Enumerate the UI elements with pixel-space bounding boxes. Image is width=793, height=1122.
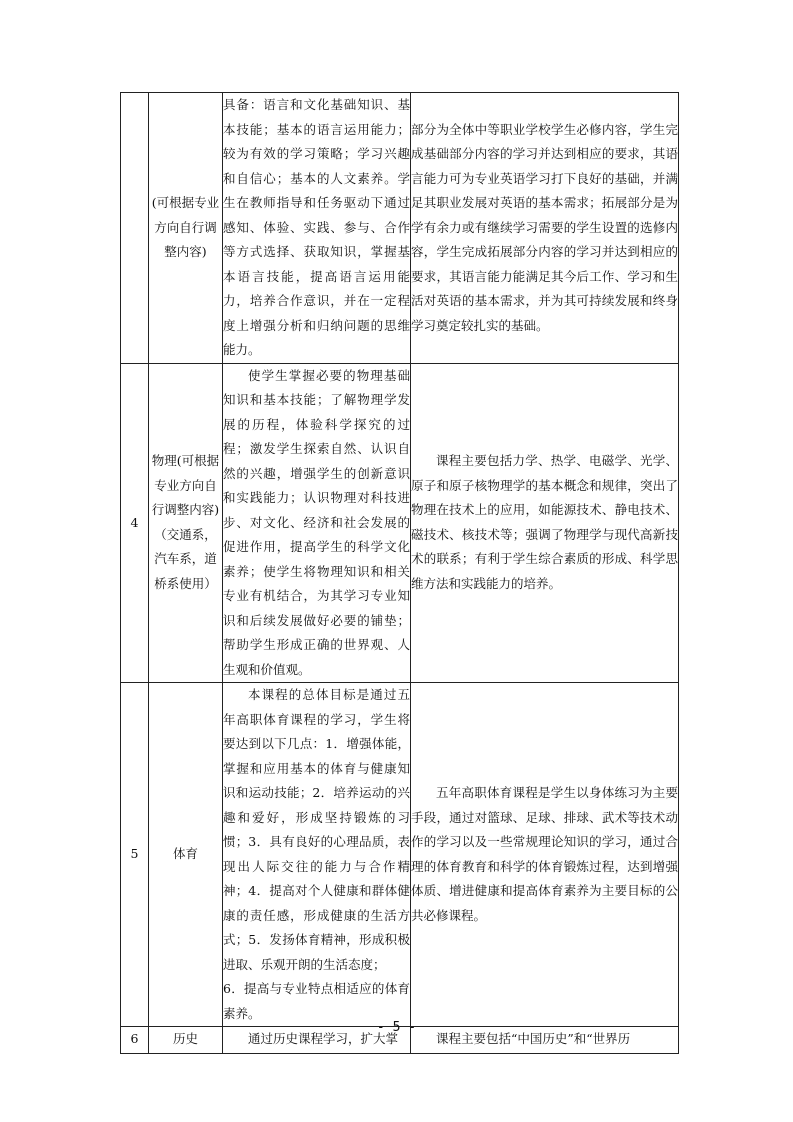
course-content-cell [411, 93, 679, 364]
course-name: 物理(可根据专业方向自行调整内容)（交通系，汽车系，道桥系使用） [151, 453, 220, 591]
course-goal-cell [223, 683, 411, 1027]
row-number-cell: 4 [121, 363, 149, 683]
course-goal-extra: 6．提高与专业特点相适应的体育素养。 [223, 981, 410, 1021]
course-name-cell [149, 683, 223, 1027]
row-number-cell: 6 [121, 1027, 149, 1054]
course-goal-cell [223, 363, 411, 683]
course-table [120, 92, 679, 1054]
table-row [121, 93, 679, 364]
course-goal: 使学生掌握必要的物理基础知识和基本技能；了解物理学发展的历程，体验科学探究的过程；激发学生探索自然、认识自然的兴趣，增强学生的创新意识和实践能力；认识物理对科技进步、对文化、经济和社会发展的促进作用，提高学生的科学文化素养；使学生将物理知识和相关专业有机结合，为其学习专业知识和后续发展做好必要的铺垫；帮助学生形成正确的世界观、人生观和价值观。 [223, 367, 410, 677]
course-content: 课程主要包括“中国历史”和“世界历 [436, 1031, 631, 1046]
course-content-cell [411, 363, 679, 683]
course-goal: 通过历史课程学习，扩大掌 [248, 1031, 399, 1046]
course-name: 体育 [172, 846, 198, 862]
course-name: (可根据专业方向自行调整内容) [151, 195, 220, 259]
table-row [121, 363, 679, 683]
page-number: - 5 - [376, 1020, 417, 1035]
table-row [121, 683, 679, 1027]
row-number-cell: 5 [121, 683, 149, 1027]
row-number-cell [121, 93, 149, 364]
course-goal: 具备：语言和文化基础知识、基本技能；基本的语言运用能力；较为有效的学习策略；学习兴趣和自信心；基本的人文素养。学生在教师指导和任务驱动下通过感知、体验、实践、参与、合作等方式选择、获取知识，掌握基本语言技能，提高语言运用能力，培养合作意识，并在一定程度上增强分析和归纳问题的思维能力。 [223, 97, 410, 357]
course-goal: 本课程的总体目标是通过五年高职体育课程的学习，学生将要达到以下几点：1．增强体能，掌握和应用基本的体育与健康知识和运动技能；2．培养运动的兴趣和爱好，形成坚持锻炼的习惯；3．具有良好的心理品质，表现出人际交往的能力与合作精神；4．提高对个人健康和群体健康的责任感，形成健康的生活方式；5．发扬体育精神，形成积极进取、乐观开朗的生活态度； [223, 687, 410, 972]
course-name-cell [149, 93, 223, 364]
course-goal-cell [223, 93, 411, 364]
course-name: 历史 [172, 1031, 198, 1046]
course-name-cell [149, 363, 223, 683]
course-content: 部分为全体中等职业学校学生必修内容，学生完成基础部分内容的学习并达到相应的要求，其语言能力可为专业英语学习打下良好的基础，并满足其职业发展对英语的基本需求；拓展部分是为学有余力或有继续学习需要的学生设置的选修内容，学生完成拓展部分内容的学习并达到相应的要求，其语言能力能满足其今后工作、学习和生活对英语的基本需求，并为其可持续发展和终身学习奠定较扎实的基础。 [411, 121, 678, 333]
course-content: 课程主要包括力学、热学、电磁学、光学、原子和原子核物理学的基本概念和规律，突出了物理在技术上的应用，如能源技术、静电技术、磁技术、核技术等；强调了物理学与现代高新技术的联系；有利于学生综合素质的形成、科学思维方法和实践能力的培养。 [411, 453, 678, 591]
course-content-cell [411, 683, 679, 1027]
course-content: 五年高职体育课程是学生以身体练习为主要手段，通过对篮球、足球、排球、武术等技术动作的学习以及一些常规理论知识的学习，通过合理的体育教育和科学的体育锻炼过程，达到增强体质、增进健康和提高体育素养为主要目标的公共必修课程。 [411, 785, 678, 923]
